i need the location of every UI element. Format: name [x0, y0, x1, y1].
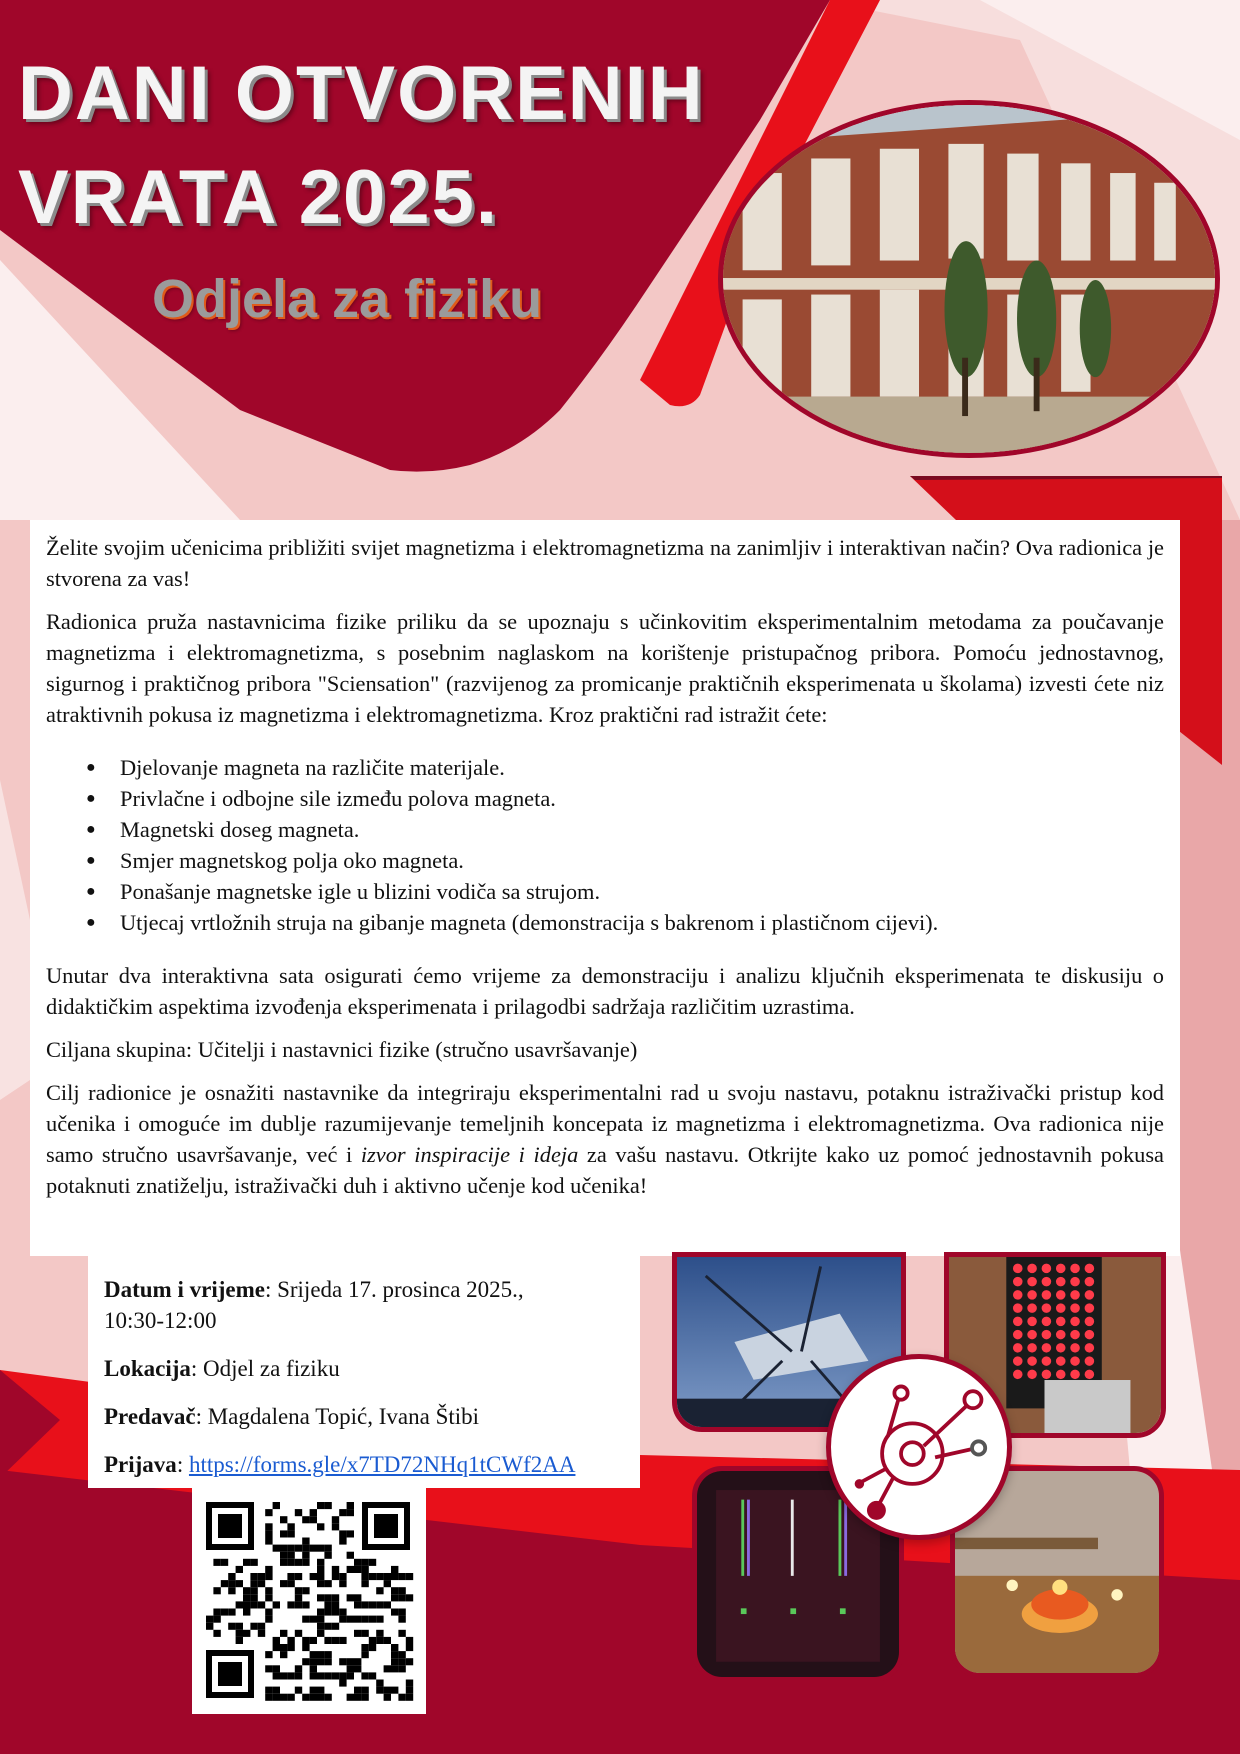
location-row — [104, 1353, 624, 1384]
lecturer-value: : Magdalena Topić, Ivana Štibi — [195, 1404, 480, 1429]
list-item: ● Ponašanje magnetske igle u blizini vodiča sa strujom. — [46, 876, 1164, 907]
date-label: Datum i vrijeme — [104, 1277, 265, 1302]
page-title-line2: VRATA 2025. — [18, 155, 499, 240]
page-title-line1: DANI OTVORENIH — [18, 51, 705, 136]
list-item: ● Utjecaj vrtložnih struja na gibanje magneta (demonstracija s bakrenom i plastičnom cijevi). — [46, 907, 1164, 938]
signup-label: Prijava — [104, 1452, 177, 1477]
building-photo — [718, 100, 1220, 458]
signup-separator: : — [176, 1452, 189, 1477]
list-item: ● Privlačne i odbojne sile između polova magneta. — [46, 783, 1164, 814]
lecturer-row — [104, 1401, 624, 1432]
goal-text-b: za vašu nastavu. Otkrijte kako uz pomoć jednostavnih pokusa potaknuti znatiželju, istraživački duh i aktivno učenje kod učenika! — [46, 1142, 1164, 1198]
topics-list — [46, 752, 1164, 938]
page-subtitle: Odjela za fiziku — [152, 269, 543, 329]
goal-paragraph — [46, 1077, 1164, 1201]
intro-paragraph: Želite svojim učenicima približiti svijet magnetizma i elektromagnetizma na zanimljiv i interaktivan način? Ova radionica je stvorena za vas! — [46, 535, 1164, 591]
list-item: ● Smjer magnetskog polja oko magneta. — [46, 845, 1164, 876]
date-row — [104, 1274, 624, 1336]
description-box — [30, 520, 1180, 1256]
location-value: : Odjel za fiziku — [190, 1356, 340, 1381]
signup-row — [104, 1449, 624, 1480]
schedule-paragraph: Unutar dva interaktivna sata osigurati ćemo vrijeme za demonstraciju i analizu ključnih eksperimenata te diskusiju o didaktičkim aspektima izvođenja eksperimenata i prilagodbi sadržaja različitim uzrastima. — [46, 963, 1164, 1019]
qr-code[interactable] — [192, 1488, 426, 1714]
event-info-box — [88, 1256, 640, 1488]
date-value: : Srijeda 17. prosinca 2025., — [264, 1277, 524, 1302]
list-item: ● Magnetski doseg magneta. — [46, 814, 1164, 845]
time-value: 10:30-12:00 — [104, 1308, 217, 1333]
signup-link[interactable]: https://forms.gle/x7TD72NHq1tCWf2AA — [188, 1452, 576, 1477]
goal-text-a: Cilj radionice je osnažiti nastavnike da integriraju eksperimentalni rad u svoju nastavu, potaknu istraživački pristup kod učenika i omoguće im dublje razumijevanje temeljnih koncepata iz magnetizma i elektromagnetizma. Ova radionica nije samo stručno usavršavanje, već i — [46, 1080, 1164, 1167]
target-group: Ciljana skupina: Učitelji i nastavnici fizike (stručno usavršavanje) — [46, 1037, 638, 1062]
lecturer-label: Predavač — [104, 1404, 196, 1429]
list-item: ● Djelovanje magneta na različite materijale. — [46, 752, 1164, 783]
workshop-paragraph: Radionica pruža nastavnicima fizike priliku da se upoznaju s učinkovitim eksperimentalnim metodama za poučavanje magnetizma i elektromagnetizma, s posebnim naglaskom na korištenje pristupačnog pribora. Pomoću jednostavnog, sigurnog i praktičnog pribora "Sciensation" (razvijenog za promicanje praktičnih eksperimenata u školama) izvesti ćete niz atraktivnih pokusa iz magnetizma i elektromagnetizma. Kroz praktični rad istražit ćete: — [46, 609, 1164, 727]
location-label: Lokacija — [104, 1356, 191, 1381]
physics-logo — [826, 1354, 1012, 1540]
goal-emphasis: izvor inspiracije i ideja — [360, 1142, 579, 1167]
